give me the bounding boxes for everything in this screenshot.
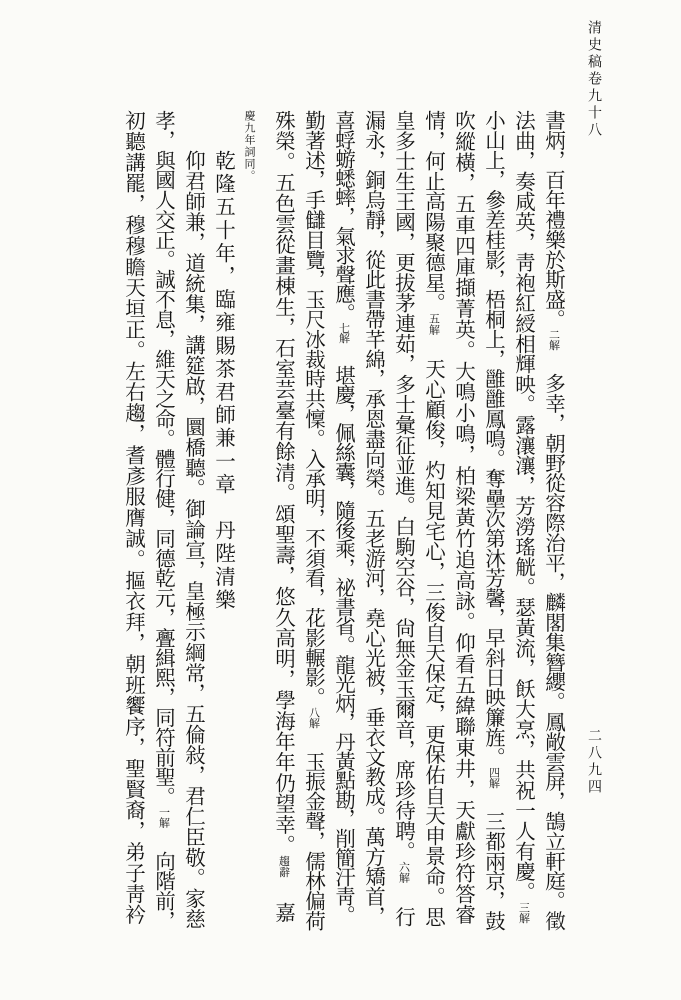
section-marker: 八解 [307,707,321,728]
text-column: 仰君師兼，道統集，講筵啟，圜橋聽。御論宣，皇極示綱常，五倫敍，君仁臣敬。家慈 [181,150,206,929]
text-column: 皇多士生王國，更拔茅連茹，多士彙征並進。白駒空谷，尙無金玉爾音，席珍待聘。六解 行 [391,110,416,927]
running-title: 清史稿卷九十八 [586,20,602,139]
text-column-note: 慶九年詞同。 [243,110,256,182]
text-column: 書炳，百年禮樂於斯盛。二解 多幸，朝野從容際治平，麟閣集簪纓。鳳敞雲屏，鵠立軒庭。徵 [541,110,566,931]
text-column: 勤著述，手讎目覽，玉尺冰裁時共懍。入承明，不須看，花影輾影。八解 玉振金聲，儒林偏荷 [301,110,326,931]
section-marker: 一解 [157,806,171,828]
section-marker: 二解 [547,328,561,350]
text-column: 法曲，奏咸英，靑袍紅綬相輝映。露瀼瀼，芳澇瑤觥。瑟黃流，飫大烹，共祝一人有慶。三解 [511,110,536,924]
text-column: 初聽講罷，穆穆瞻天垣正。左右趨，耆彥服膺誠。摳衣拜，朝班饗序，聖賢裔，弟子靑衿 [121,110,146,926]
text-column: 漏永，銅烏靜，從此書帶芊綿，承恩盡向榮。五老游河，堯心光被，垂衣文教成。萬方矯首， [361,110,386,926]
text-column: 喜蜉蝣蟋蟀，氣求聲應。七解 堪慶，佩絲囊，隨後乘，祕書省。龍光炳，丹黃點勘，削簡汗靑。 [331,110,356,925]
page-number: 二八九四 [586,728,602,796]
section-marker: 七解 [337,322,351,342]
section-heading: 乾隆五十年，臨雍賜茶君師兼一章 丹陛清樂 [211,150,236,612]
text-column: 殊榮。五色雲從畫棟生，石室芸臺有餘清。頌聖壽，悠久高明，學海年年仍望幸。趨辭 嘉 [271,110,296,923]
section-marker: 三解 [517,901,531,924]
text-column: 情，何止高陽聚德星。五解 天心顧俊，灼知見宅心，三俊自天保定，更保佑自天申景命。思 [421,110,446,927]
text-column: 吹縱橫，五車四庫擷菁英。大鳴小鳴，柏梁黃竹追高詠。仰看五緯聯東井，天獻珍符答睿 [451,110,476,926]
text-column: 小山上，參差桂影，梧桐上，雝雝鳳鳴。奪壘次第沐芳馨，早斜日映簾旌。四解 三都兩京，鼓 [481,110,506,931]
section-marker: 趨辭 [277,855,291,878]
section-marker: 四解 [487,766,501,788]
section-marker: 五解 [427,313,441,335]
text-column: 孝，與國人交正。誠不息，維天之命。體行健，同德乾元，亹緝熙，同符前聖。一解 向階前， [151,110,176,931]
section-marker: 六解 [397,861,411,883]
